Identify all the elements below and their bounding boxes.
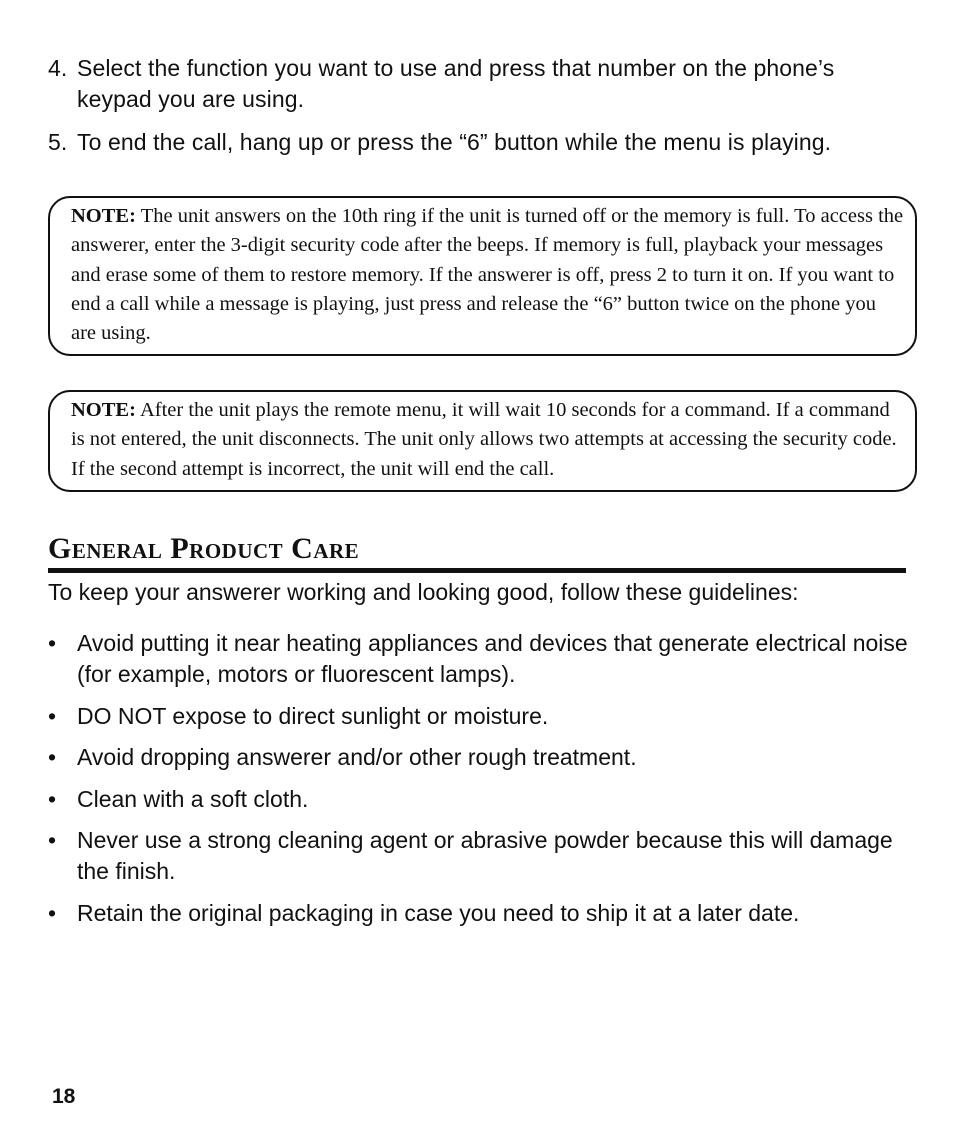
list-item-text: DO NOT expose to direct sunlight or moisture. — [77, 702, 549, 729]
note-box-remote-menu — [48, 390, 917, 492]
list-item — [48, 742, 918, 773]
note-text: The unit answers on the 10th ring if the unit is turned off or the memory is full. To access the answerer, enter the 3-digit security code after the beeps. If memory is full, playback your messages and erase some of them to restore memory. If the answerer is off, press 2 to turn it on. If you want to end a call while a message is playing, just press and release the “6” button twice on the phone you are using. — [71, 205, 904, 345]
bullet-icon: • — [48, 702, 57, 729]
list-item-text: Avoid dropping answerer and/or other rough treatment. — [77, 744, 637, 770]
section-heading: General Product Care — [48, 530, 906, 573]
bullet-icon: • — [48, 744, 57, 770]
note-box-ring — [48, 196, 917, 356]
step-text: To end the call, hang up or press the “6” button while the menu is playing. — [77, 129, 832, 155]
list-item — [48, 898, 918, 929]
page-number: 18 — [52, 1085, 76, 1108]
step-5 — [48, 127, 908, 158]
list-item — [48, 701, 918, 732]
note-label: NOTE: — [71, 205, 136, 227]
section-intro: To keep your answerer working and looking good, follow these guidelines: — [48, 579, 799, 605]
list-item-text: Clean with a soft cloth. — [77, 785, 309, 812]
note-label: NOTE: — [71, 399, 136, 421]
bullet-icon: • — [48, 785, 57, 812]
list-item — [48, 825, 918, 887]
list-item — [48, 628, 918, 690]
list-item-text: Avoid putting it near heating appliances and devices that generate electrical noise (for example, motors or fluorescent lamps). — [77, 630, 908, 687]
bullet-icon: • — [48, 899, 57, 926]
note-text: After the unit plays the remote menu, it will wait 10 seconds for a command. If a command is not entered, the unit disconnects. The unit only allows two attempts at accessing the security code. If the second attempt is incorrect, the unit will end the call. — [71, 399, 897, 480]
bullet-icon: • — [48, 630, 57, 656]
step-number: 5. — [48, 129, 68, 155]
care-guidelines-list — [48, 628, 918, 939]
step-4 — [48, 53, 908, 115]
list-item — [48, 784, 918, 815]
bullet-icon: • — [48, 827, 57, 853]
step-text: Select the function you want to use and press that number on the phone’s keypad you are using. — [77, 55, 835, 112]
list-item-text: Retain the original packaging in case you need to ship it at a later date. — [77, 899, 800, 926]
step-number: 4. — [48, 55, 68, 81]
list-item-text: Never use a strong cleaning agent or abrasive powder because this will damage the finish. — [77, 827, 893, 884]
